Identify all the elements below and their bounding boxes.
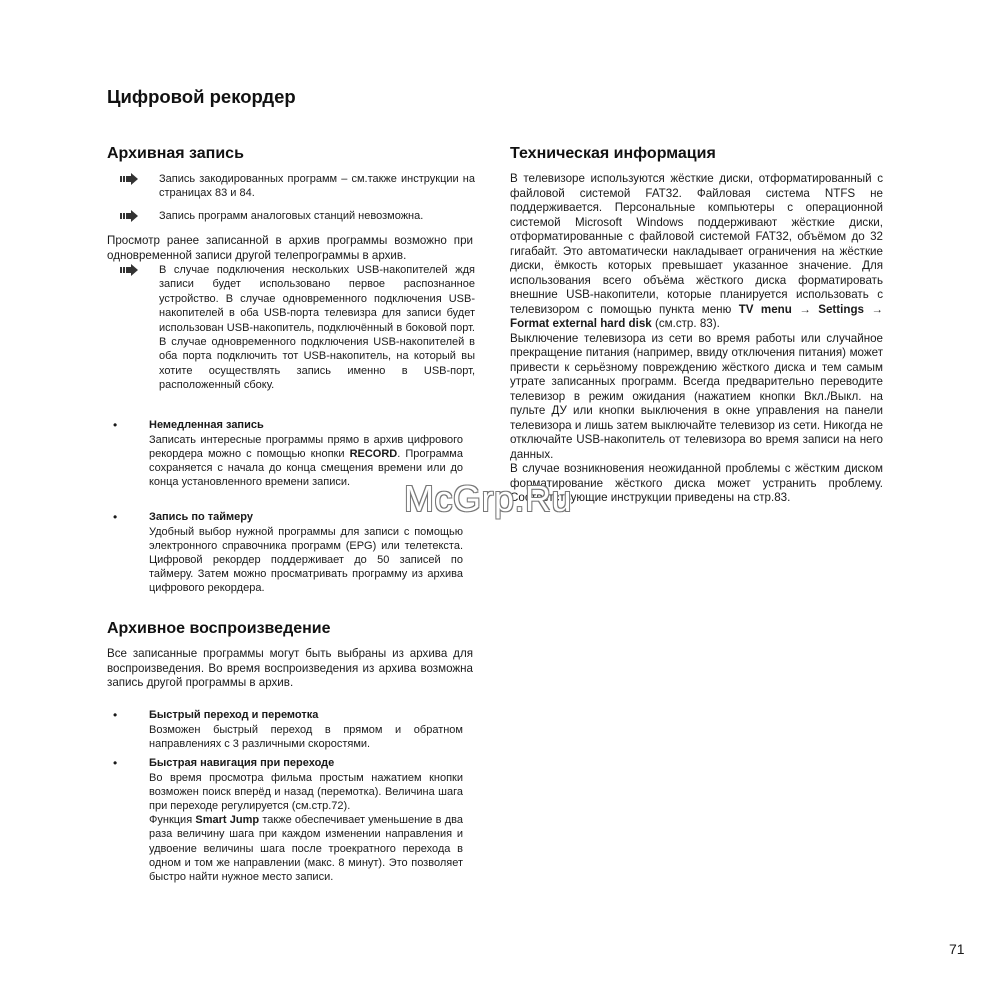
note-multiple-usb — [120, 263, 475, 393]
section-heading-archive-play: Архивное воспроизведение — [107, 620, 331, 637]
tech-paragraph-2: Выключение телевизора из сети во время работы или случайное прекращение питания (например, ввиду отключения питания) может привести к серьёзному повреждению жёсткого диска и тем самым утрате записанных программ. Всегда предварительно переводите телевизор в режим ожидания (нажатием кнопки Вкл./Выкл. на пульте ДУ или кнопки выключения в окне управления на панели телевизора и лишь затем выключайте телевизор из сети. Никогда не отключайте USB-накопитель от телевизора во время записи на него данных. — [510, 331, 883, 461]
bullet-text: Возможен быстрый переход в прямом и обратном направлениях с 3 различными скоростями. — [149, 724, 463, 751]
bullet-dot-icon: • — [113, 708, 118, 722]
menu-path: TV menu → Settings → Format external hard disk — [510, 302, 883, 330]
bullet-dot-icon: • — [113, 510, 118, 524]
arrow-hand-icon — [120, 173, 138, 185]
bullet-dot-icon: • — [113, 418, 118, 432]
bullet-title: Быстрая навигация при переходе — [149, 757, 335, 769]
archive-play-paragraph: Все записанные программы могут быть выбраны из архива для воспроизведения. Во время воспроизведения из архива возможна запись другой программы в архив. — [107, 647, 473, 689]
bullet-text: Удобный выбор нужной программы для записи с помощью электронного справочника программ (EPG) или телетекста. Цифровой рекордер поддерживает до 50 записей по таймеру. Затем можно просматривать программу из архива цифрового рекордера. — [149, 526, 463, 595]
tech-info-body — [510, 172, 883, 506]
page-title: Цифровой рекордер — [107, 86, 296, 107]
tech-paragraph-1: В телевизоре используются жёсткие диски, отформатированный с файловой системой FAT32. Файловая система NTFS не поддерживается. Персональные компьютеры с операционной системой Microsoft Windows поддерживают жёсткие диски, отформатированные с файловой системой FAT32, объёмом до 32 гигабайт. Это автоматически накладывает ограничения на жёсткие диски, ёмкость которых превышает указанное значение. Для использования всего объёма жёсткого диска форматировать внешние USB-накопители, которые планируется использовать с телевизором с помощью пункта меню TV menu → Settings → Format external hard disk (см.стр. 83). — [510, 172, 883, 330]
tech-paragraph-3: В случае возникновения неожиданной проблемы с жёстким диском форматирование жёсткого диска может устранить проблему. Соответствующие инструкции приведены на стр.83. — [510, 462, 883, 504]
bullet-title: Немедленная запись — [149, 419, 264, 431]
arrow-hand-icon — [120, 210, 138, 222]
bullet-fast-jump — [113, 708, 463, 751]
arrow-hand-icon — [120, 264, 138, 276]
watermark-logo: McGrp.Ru — [404, 478, 573, 519]
note-encoded-programs — [120, 172, 475, 201]
bullet-dot-icon: • — [113, 756, 118, 770]
note-analog-programs — [120, 209, 475, 223]
archive-view-paragraph: Просмотр ранее записанной в архив программы возможно при одновременной записи другой телепрограммы в архив. — [107, 234, 473, 262]
bullet-fast-navigation — [113, 756, 463, 884]
smart-jump-label: Smart Jump — [195, 814, 260, 827]
bullet-text-smart-jump: Функция Smart Jump также обеспечивает уменьшение в два раза величину шага при каждом изменении направления и удвоение величины шага после троекратного перехода в одном и том же направлении (макс. 8 минут). Это позволяет быстро найти нужное место записи. — [149, 814, 463, 883]
page-number: 71 — [949, 941, 965, 957]
bullet-title: Запись по таймеру — [149, 511, 253, 523]
bullet-timer-record — [113, 510, 463, 596]
note-text: В случае подключения нескольких USB-накопителей ждя записи будет использовано первое распознанное устройство. В случае одновременного подключения USB-накопителей в оба USB-порта телевизра для записи будет использован USB-накопитель, подключённый в боковой порт. В случае одновременного подключения USB-накопителей в оба порта подключить тот USB-накопитель, на который вы хотите осуществлять запись именно в USB-порт, расположенный сбоку. — [159, 264, 475, 392]
section-heading-tech-info: Техническая информация — [510, 145, 716, 162]
bullet-title: Быстрый переход и перемотка — [149, 709, 319, 721]
section-heading-archive-record: Архивная запись — [107, 145, 244, 162]
note-text: Запись закодированных программ – см.также инструкции на страницах 83 и 84. — [159, 173, 475, 200]
bullet-text: Записать интересные программы прямо в архив цифрового рекордера можно с помощью кнопки RECORD. Программа сохраняется с начала до конца смещения времени или до конца установленного времени записи. — [149, 434, 463, 489]
record-key-label: RECORD — [349, 448, 398, 461]
note-text: Запись программ аналоговых станций невозможна. — [159, 210, 424, 222]
bullet-text: Во время просмотра фильма простым нажатием кнопки возможен поиск вперёд и назад (перемотка). Величина шага при переходе регулируется (см.стр.72). — [149, 772, 463, 813]
